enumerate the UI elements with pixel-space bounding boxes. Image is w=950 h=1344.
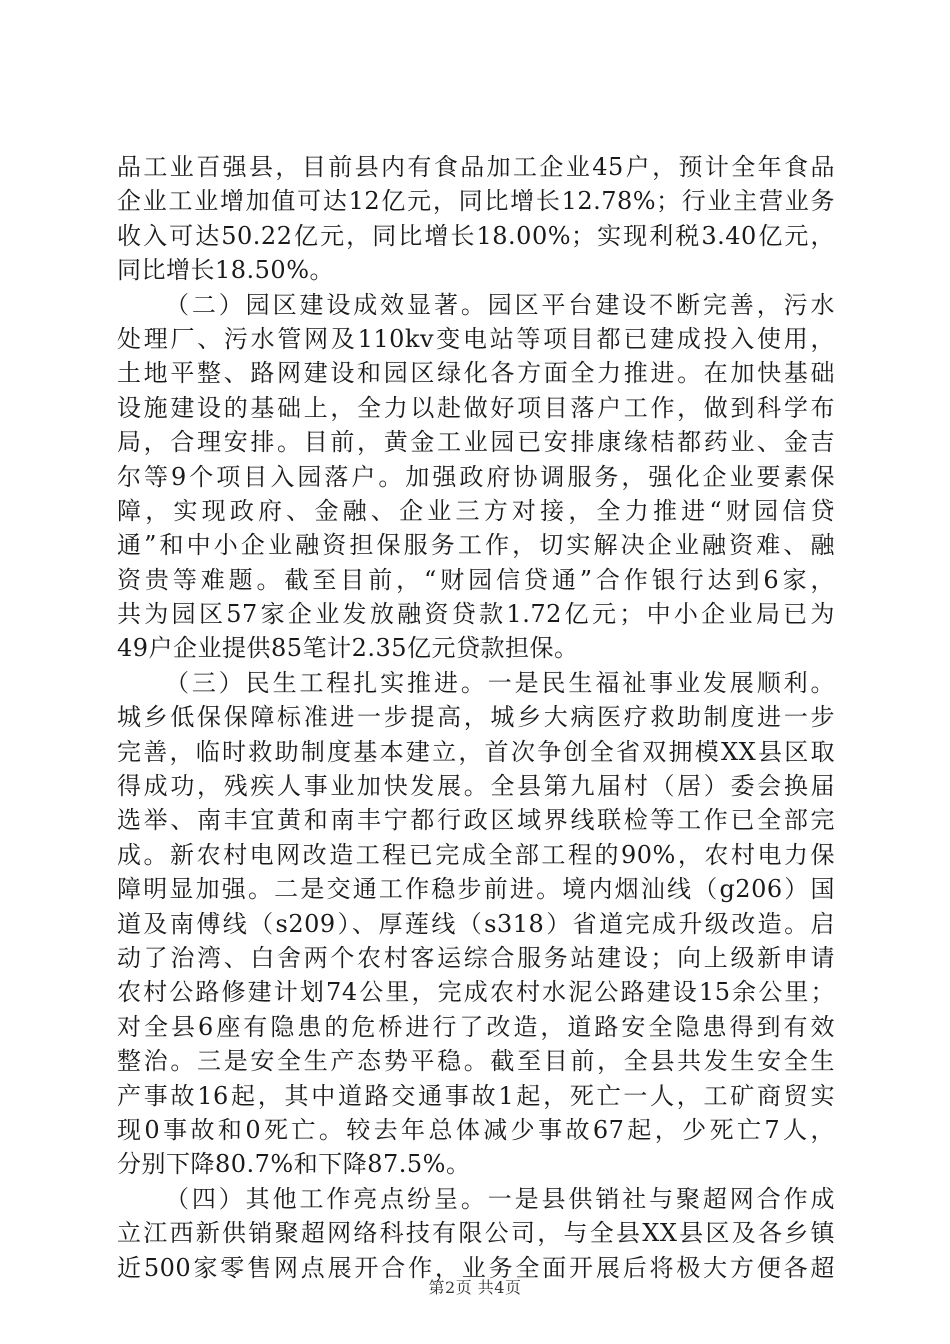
text-line: 近500家零售网点展开合作，业务全面开展后将极大方便各超 [117, 1253, 835, 1282]
text-line: 完善，临时救助制度基本建立，首次争创全省双拥模XX县区取 [117, 737, 835, 766]
text-line: 收入可达50.22亿元，同比增长18.00%；实现利税3.40亿元， [117, 221, 835, 250]
paragraph-4 [117, 1182, 835, 1285]
paragraph-2 [117, 288, 835, 666]
text-line: 企业工业增加值可达12亿元，同比增长12.78%；行业主营业务 [117, 187, 835, 216]
paragraph-1 [117, 150, 835, 288]
text-line: 通”和中小企业融资担保服务工作，切实解决企业融资难、融 [117, 531, 835, 560]
text-line: 土地平整、路网建设和园区绿化各方面全力推进。在加快基础 [117, 359, 835, 388]
text-line: 分别下降80.7%和下降87.5%。 [117, 1150, 471, 1179]
text-line: 障，实现政府、金融、企业三方对接，全力推进“财园信贷 [117, 496, 835, 525]
text-line: 立江西新供销聚超网络科技有限公司，与全县XX县区及各乡镇 [117, 1219, 835, 1248]
text-line: 资贵等难题。截至目前，“财园信贷通”合作银行达到6家， [117, 565, 835, 594]
text-line: 同比增长18.50%。 [117, 256, 335, 285]
text-line: （四）其他工作亮点纷呈。一是县供销社与聚超网合作成 [165, 1184, 835, 1213]
text-line: 共为园区57家企业发放融资贷款1.72亿元；中小企业局已为 [117, 600, 835, 629]
text-line: 农村公路修建计划74公里，完成农村水泥公路建设15余公里； [117, 978, 835, 1007]
text-line: 对全县6座有隐患的危桥进行了改造，道路安全隐患得到有效 [117, 1012, 835, 1041]
text-line: 选举、南丰宜黄和南丰宁都行政区域界线联检等工作已全部完 [117, 806, 835, 835]
text-line: 产事故16起，其中道路交通事故1起，死亡一人，工矿商贸实 [117, 1081, 835, 1110]
text-line: 处理厂、污水管网及110kv变电站等项目都已建成投入使用， [117, 324, 835, 353]
paragraph-3 [117, 666, 835, 1182]
text-line: 得成功，残疾人事业加快发展。全县第九届村（居）委会换届 [117, 772, 835, 801]
document-body [117, 150, 835, 1285]
text-line: 障明显加强。二是交通工作稳步前进。境内烟汕线（g206）国 [117, 875, 835, 904]
text-line: 动了治湾、白舍两个农村客运综合服务站建设；向上级新申请 [117, 943, 835, 972]
text-line: （三）民生工程扎实推进。一是民生福祉事业发展顺利。 [165, 668, 835, 697]
text-line: 整治。三是安全生产态势平稳。截至目前，全县共发生安全生 [117, 1047, 835, 1076]
text-line: 局，合理安排。目前，黄金工业园已安排康缘桔都药业、金吉 [117, 428, 835, 457]
text-line: 现0事故和0死亡。较去年总体减少事故67起，少死亡7人， [117, 1115, 835, 1144]
page-number-footer: 第2页 共4页 [428, 1278, 522, 1297]
text-line: 尔等9个项目入园落户。加强政府协调服务，强化企业要素保 [117, 462, 835, 491]
text-line: （二）园区建设成效显著。园区平台建设不断完善，污水 [165, 290, 835, 319]
text-line: 49户企业提供85笔计2.35亿元贷款担保。 [117, 634, 579, 663]
text-line: 城乡低保保障标准进一步提高，城乡大病医疗救助制度进一步 [117, 703, 835, 732]
text-line: 设施建设的基础上，全力以赴做好项目落户工作，做到科学布 [117, 393, 835, 422]
text-line: 品工业百强县，目前县内有食品加工企业45户，预计全年食品 [117, 153, 835, 181]
text-line: 成。新农村电网改造工程已完成全部工程的90%，农村电力保 [117, 840, 835, 869]
text-line: 道及南傅线（s209）、厚莲线（s318）省道完成升级改造。启 [117, 909, 835, 938]
